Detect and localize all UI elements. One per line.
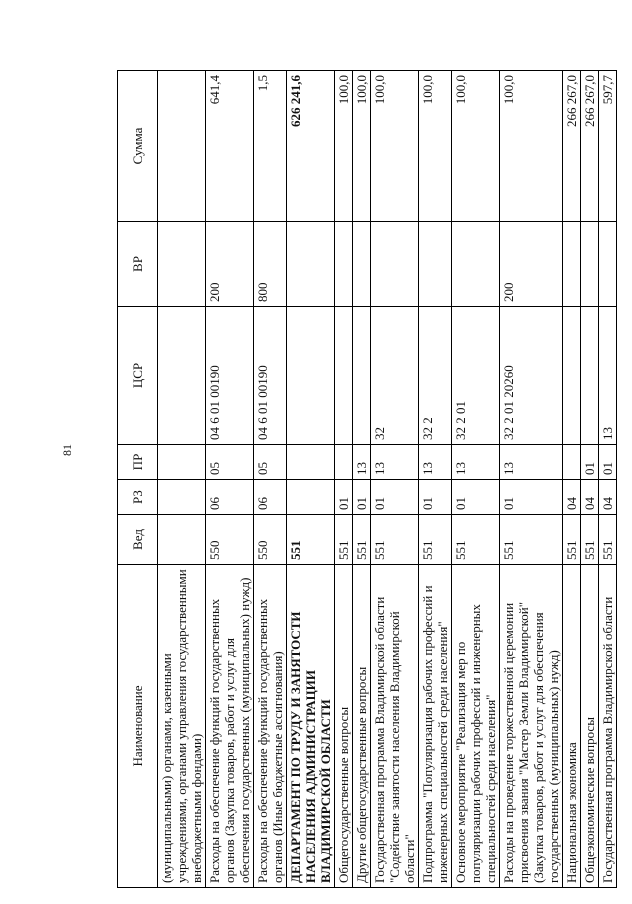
cell-rz: 01 [335,480,353,515]
cell-name: Общегосударственные вопросы [335,565,353,888]
table-row [599,71,617,888]
cell-rz: 04 [599,480,617,515]
header-pr: ПР [118,445,158,480]
cell-csr [353,307,371,445]
cell-name: Основное мероприятие "Реализация мер по популяризации рабочих профессий и инженерных специальностей среди населения" [452,565,500,888]
cell-ved: 551 [287,515,335,565]
cell-ved: 550 [206,515,254,565]
cell-ved: 550 [254,515,287,565]
cell-rz: 01 [353,480,371,515]
cell-pr: 13 [371,445,419,480]
header-sum: Сумма [118,71,158,222]
cell-name: Национальная экономика [563,565,581,888]
cell-pr: 01 [581,445,599,480]
cell-csr: 32 2 01 [452,307,500,445]
cell-vr [158,222,206,307]
cell-name: Государственная программа Владимирской области [599,565,617,888]
cell-pr: 13 [419,445,452,480]
cell-ved: 551 [563,515,581,565]
cell-vr [287,222,335,307]
cell-rz [287,480,335,515]
cell-ved: 551 [353,515,371,565]
cell-sum: 100,0 [452,71,500,222]
cell-vr: 200 [500,222,563,307]
cell-csr [563,307,581,445]
page-number: 81 [60,444,74,456]
header-csr: ЦСР [118,307,158,445]
cell-sum: 100,0 [419,71,452,222]
header-name: Наименование [118,565,158,888]
cell-ved: 551 [581,515,599,565]
cell-rz: 01 [452,480,500,515]
cell-pr: 13 [353,445,371,480]
cell-name: Государственная программа Владимирской области "Содействие занятости населения Владимирской области" [371,565,419,888]
table-row [563,71,581,888]
cell-sum: 100,0 [353,71,371,222]
budget-table [117,70,617,888]
cell-vr [563,222,581,307]
cell-rz: 06 [206,480,254,515]
cell-sum: 266 267,0 [581,71,599,222]
cell-ved: 551 [599,515,617,565]
table-row [206,71,254,888]
cell-vr: 800 [254,222,287,307]
table-row [287,71,335,888]
cell-ved: 551 [419,515,452,565]
cell-rz: 01 [419,480,452,515]
cell-rz: 01 [371,480,419,515]
cell-csr: 32 [371,307,419,445]
cell-csr: 04 6 01 00190 [254,307,287,445]
cell-pr: 05 [254,445,287,480]
cell-rz [158,480,206,515]
cell-rz: 06 [254,480,287,515]
cell-sum: 100,0 [371,71,419,222]
cell-rz: 04 [581,480,599,515]
cell-sum: 100,0 [500,71,563,222]
cell-name: Подпрограмма "Популяризация рабочих профессий и инженерных специальностей среди населения" [419,565,452,888]
table-body [158,71,617,888]
table-row [254,71,287,888]
cell-pr: 13 [500,445,563,480]
cell-rz: 04 [563,480,581,515]
cell-name: Расходы на проведение торжественной церемонии присвоения звания "Мастер Земли Владимирской" (Закупка товаров, работ и услуг для обеспечения государственных (муниципальных) нужд) [500,565,563,888]
cell-csr [158,307,206,445]
cell-pr: 01 [599,445,617,480]
budget-table-container [117,71,615,888]
cell-ved: 551 [371,515,419,565]
cell-vr [353,222,371,307]
cell-pr [563,445,581,480]
cell-name: Расходы на обеспечение функций государственных органов (Закупка товаров, работ и услуг для обеспечения государственных (муниципальных) нужд) [206,565,254,888]
cell-pr [287,445,335,480]
cell-csr [287,307,335,445]
cell-csr: 32 2 [419,307,452,445]
cell-sum: 597,7 [599,71,617,222]
cell-name: Другие общегосударственные вопросы [353,565,371,888]
header-vr: ВР [118,222,158,307]
cell-ved [158,515,206,565]
table-row [500,71,563,888]
cell-sum: 626 241,6 [287,71,335,222]
cell-vr [452,222,500,307]
cell-csr: 13 [599,307,617,445]
table-row [371,71,419,888]
cell-vr [419,222,452,307]
cell-pr: 05 [206,445,254,480]
cell-sum [158,71,206,222]
cell-vr [581,222,599,307]
cell-pr: 13 [452,445,500,480]
cell-csr [581,307,599,445]
cell-name: ДЕПАРТАМЕНТ ПО ТРУДУ И ЗАНЯТОСТИ НАСЕЛЕНИЯ АДМИНИСТРАЦИИ ВЛАДИМИРСКОЙ ОБЛАСТИ [287,565,335,888]
table-row [581,71,599,888]
cell-vr: 200 [206,222,254,307]
cell-sum: 1,5 [254,71,287,222]
cell-rz: 01 [500,480,563,515]
cell-csr: 04 6 01 00190 [206,307,254,445]
header-ved: Вед [118,515,158,565]
table-row [452,71,500,888]
cell-name: (муниципальными) органами, казенными учреждениями, органами управления государственными внебюджетными фондами) [158,565,206,888]
table-header-row [118,71,158,888]
cell-csr [335,307,353,445]
cell-vr [371,222,419,307]
cell-vr [335,222,353,307]
table-row [353,71,371,888]
cell-sum: 641,4 [206,71,254,222]
cell-sum: 100,0 [335,71,353,222]
cell-pr [158,445,206,480]
cell-name: Общеэкономические вопросы [581,565,599,888]
cell-pr [335,445,353,480]
cell-sum: 266 267,0 [563,71,581,222]
cell-name: Расходы на обеспечение функций государственных органов (Иные бюджетные ассигнования) [254,565,287,888]
header-rz: РЗ [118,480,158,515]
cell-ved: 551 [452,515,500,565]
cell-ved: 551 [500,515,563,565]
cell-vr [599,222,617,307]
table-row [419,71,452,888]
table-row [158,71,206,888]
table-row [335,71,353,888]
cell-ved: 551 [335,515,353,565]
cell-csr: 32 2 01 20260 [500,307,563,445]
